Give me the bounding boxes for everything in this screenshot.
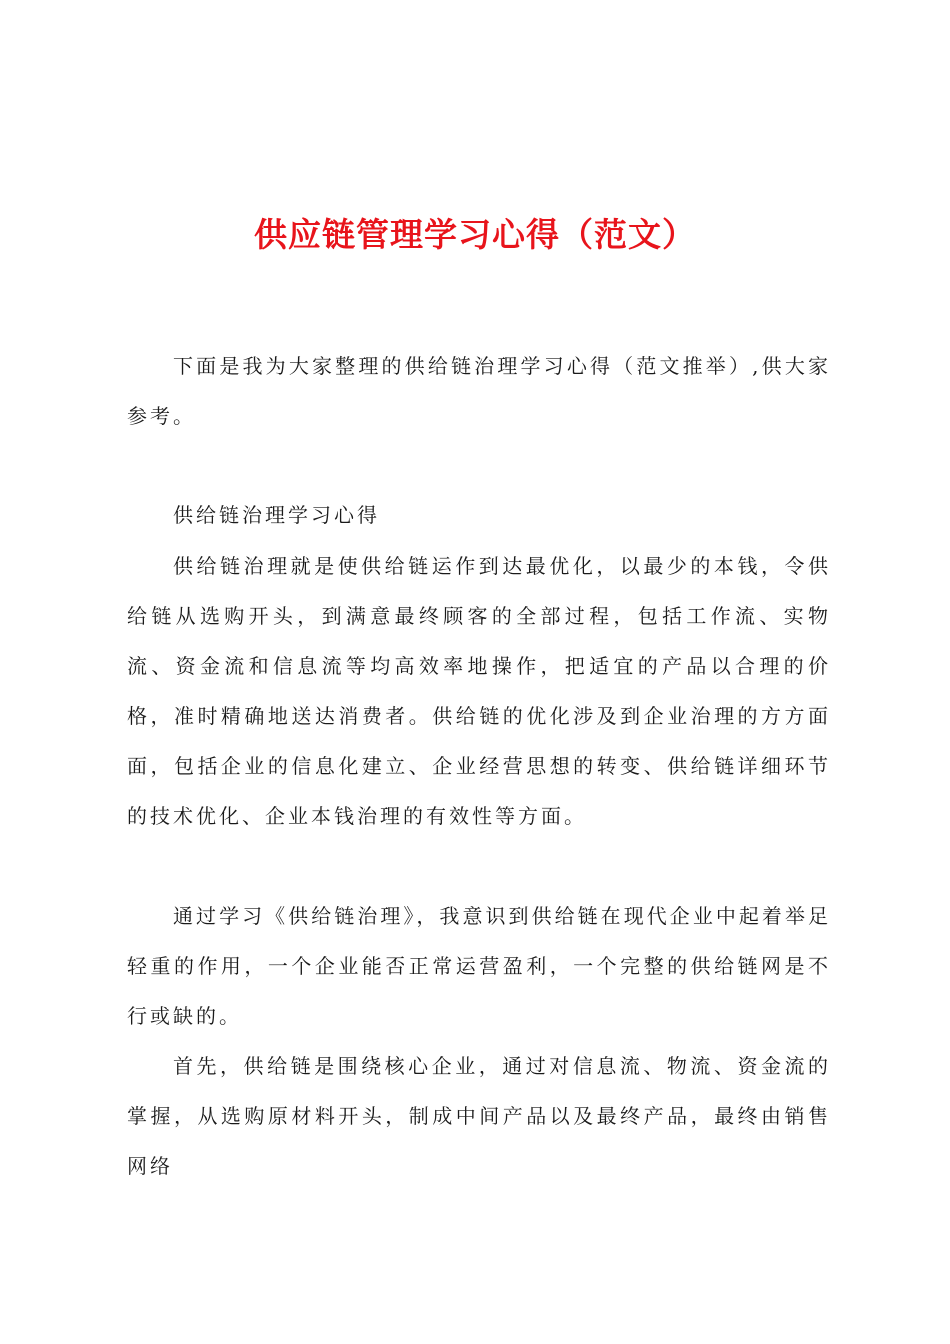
body-paragraph-importance: 通过学习《供给链治理》，我意识到供给链在现代企业中起着举足轻重的作用，一个企业能否正常运营盈利，一个完整的供给链网是不行或缺的。 [127,904,831,1028]
document-title: 供应链管理学习心得（范文） [254,215,696,254]
body-paragraph-first: 首先，供给链是围绕核心企业，通过对信息流、物流、资金流的掌握，从选购原材料开头，制成中间产品以及最终产品，最终由销售网络 [127,1054,831,1178]
body-paragraph-definition: 供给链治理就是使供给链运作到达最优化，以最少的本钱，令供给链从选购开头，到满意最终顾客的全部过程，包括工作流、实物流、资金流和信息流等均高效率地操作，把适宜的产品以合理的价格，准时精确地送达消费者。供给链的优化涉及到企业治理的方方面面，包括企业的信息化建立、企业经营思想的转变、供给链详细环节的技术优化、企业本钱治理的有效性等方面。 [127,554,831,828]
section-heading: 供给链治理学习心得 [173,503,380,527]
intro-paragraph: 下面是我为大家整理的供给链治理学习心得（范文推举）,供大家参考。 [127,354,831,428]
